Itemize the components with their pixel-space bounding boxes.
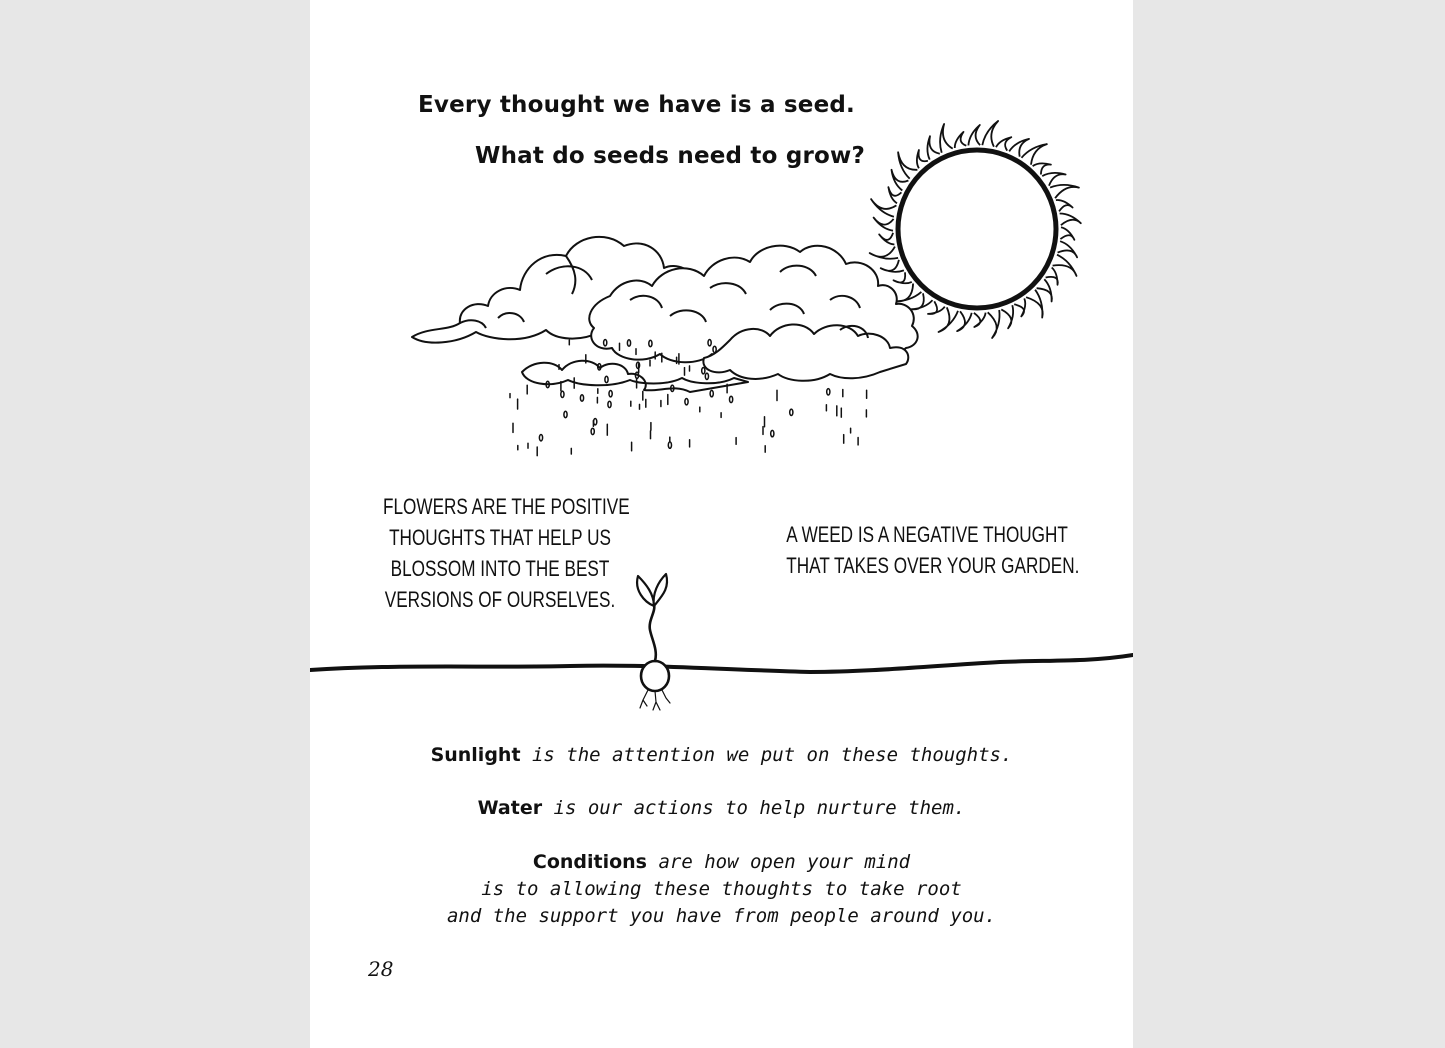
raindrop xyxy=(705,373,708,379)
weed-caption-line: A WEED IS A NEGATIVE THOUGHT xyxy=(786,522,1068,547)
flowers-caption-line: THOUGHTS THAT HELP US xyxy=(389,525,611,550)
ground-line xyxy=(310,655,1133,672)
sun-ray xyxy=(1042,173,1065,186)
flowers-caption xyxy=(383,491,630,615)
water-text: is our actions to help nurture them. xyxy=(542,797,966,819)
sun-ray xyxy=(1060,227,1074,240)
sun-ray xyxy=(982,121,998,147)
raindrop xyxy=(790,409,793,415)
raindrop xyxy=(668,442,671,448)
sun-ray xyxy=(1058,241,1078,257)
sunlight-text: is the attention we put on these thoughts. xyxy=(520,744,1013,766)
raindrop xyxy=(539,435,542,441)
page-number: 28 xyxy=(368,957,394,981)
flowers-caption-line: BLOSSOM INTO THE BEST xyxy=(390,556,610,581)
raindrop xyxy=(702,368,705,374)
sunlight-term: Sunlight xyxy=(430,744,521,766)
heading-line-2: What do seeds need to grow? xyxy=(475,143,866,169)
weed-caption xyxy=(786,519,1080,581)
raindrop xyxy=(771,430,774,436)
sun-ray xyxy=(1056,200,1073,211)
flowers-caption-line: FLOWERS ARE THE POSITIVE xyxy=(383,494,630,519)
sun-ray xyxy=(874,218,894,231)
raindrop xyxy=(609,391,612,397)
conditions-text: are how open your mind xyxy=(647,851,911,873)
sun-ray xyxy=(1014,298,1025,316)
heading-line-1: Every thought we have is a seed. xyxy=(418,92,855,118)
sun-ray xyxy=(870,247,898,259)
raindrop xyxy=(710,390,713,396)
conditions-term: Conditions xyxy=(532,851,647,873)
sun-ray xyxy=(879,233,894,245)
sun-ray xyxy=(1050,185,1079,198)
raindrop xyxy=(730,396,733,402)
water-term: Water xyxy=(477,797,543,819)
sun-ray xyxy=(898,152,917,178)
raindrop xyxy=(591,428,594,434)
raindrop xyxy=(564,411,567,417)
sun-ray xyxy=(894,284,921,302)
sun-ray xyxy=(939,307,959,332)
sun-ray xyxy=(881,260,904,272)
conditions-line-3: and the support you have from people around you. xyxy=(446,905,997,927)
sun-ray xyxy=(871,199,896,217)
sun-ray xyxy=(988,310,1000,338)
sun-ray xyxy=(996,137,1011,150)
water-explanation xyxy=(310,797,1133,819)
raindrop xyxy=(685,399,688,405)
raindrop xyxy=(608,401,611,407)
sun-ray xyxy=(911,293,933,309)
raindrop xyxy=(580,395,583,401)
raindrop xyxy=(561,391,564,397)
sun-ray xyxy=(955,132,967,148)
flowers-caption-line: VERSIONS OF OURSELVES. xyxy=(384,587,616,612)
sun-ray xyxy=(968,125,980,145)
weed-caption-line: THAT TAKES OVER YOUR GARDEN. xyxy=(786,553,1080,578)
sun-ray xyxy=(1022,144,1047,165)
sun-ray xyxy=(1001,305,1013,328)
sun-ray xyxy=(927,136,939,159)
raindrop xyxy=(827,389,830,395)
sun-ray xyxy=(1026,290,1043,318)
rain-cloud-icon xyxy=(412,237,918,392)
sun-ray xyxy=(957,311,972,331)
sun-ray xyxy=(974,313,986,327)
sunlight-explanation xyxy=(310,744,1133,766)
conditions-explanation xyxy=(310,851,1133,873)
sun-ray xyxy=(1060,213,1081,225)
conditions-line-2: is to allowing these thoughts to take root xyxy=(481,878,962,900)
sun-ray xyxy=(888,187,901,203)
sun-ray xyxy=(940,124,953,153)
sprout-icon xyxy=(637,574,670,710)
book-page xyxy=(310,0,1133,1048)
